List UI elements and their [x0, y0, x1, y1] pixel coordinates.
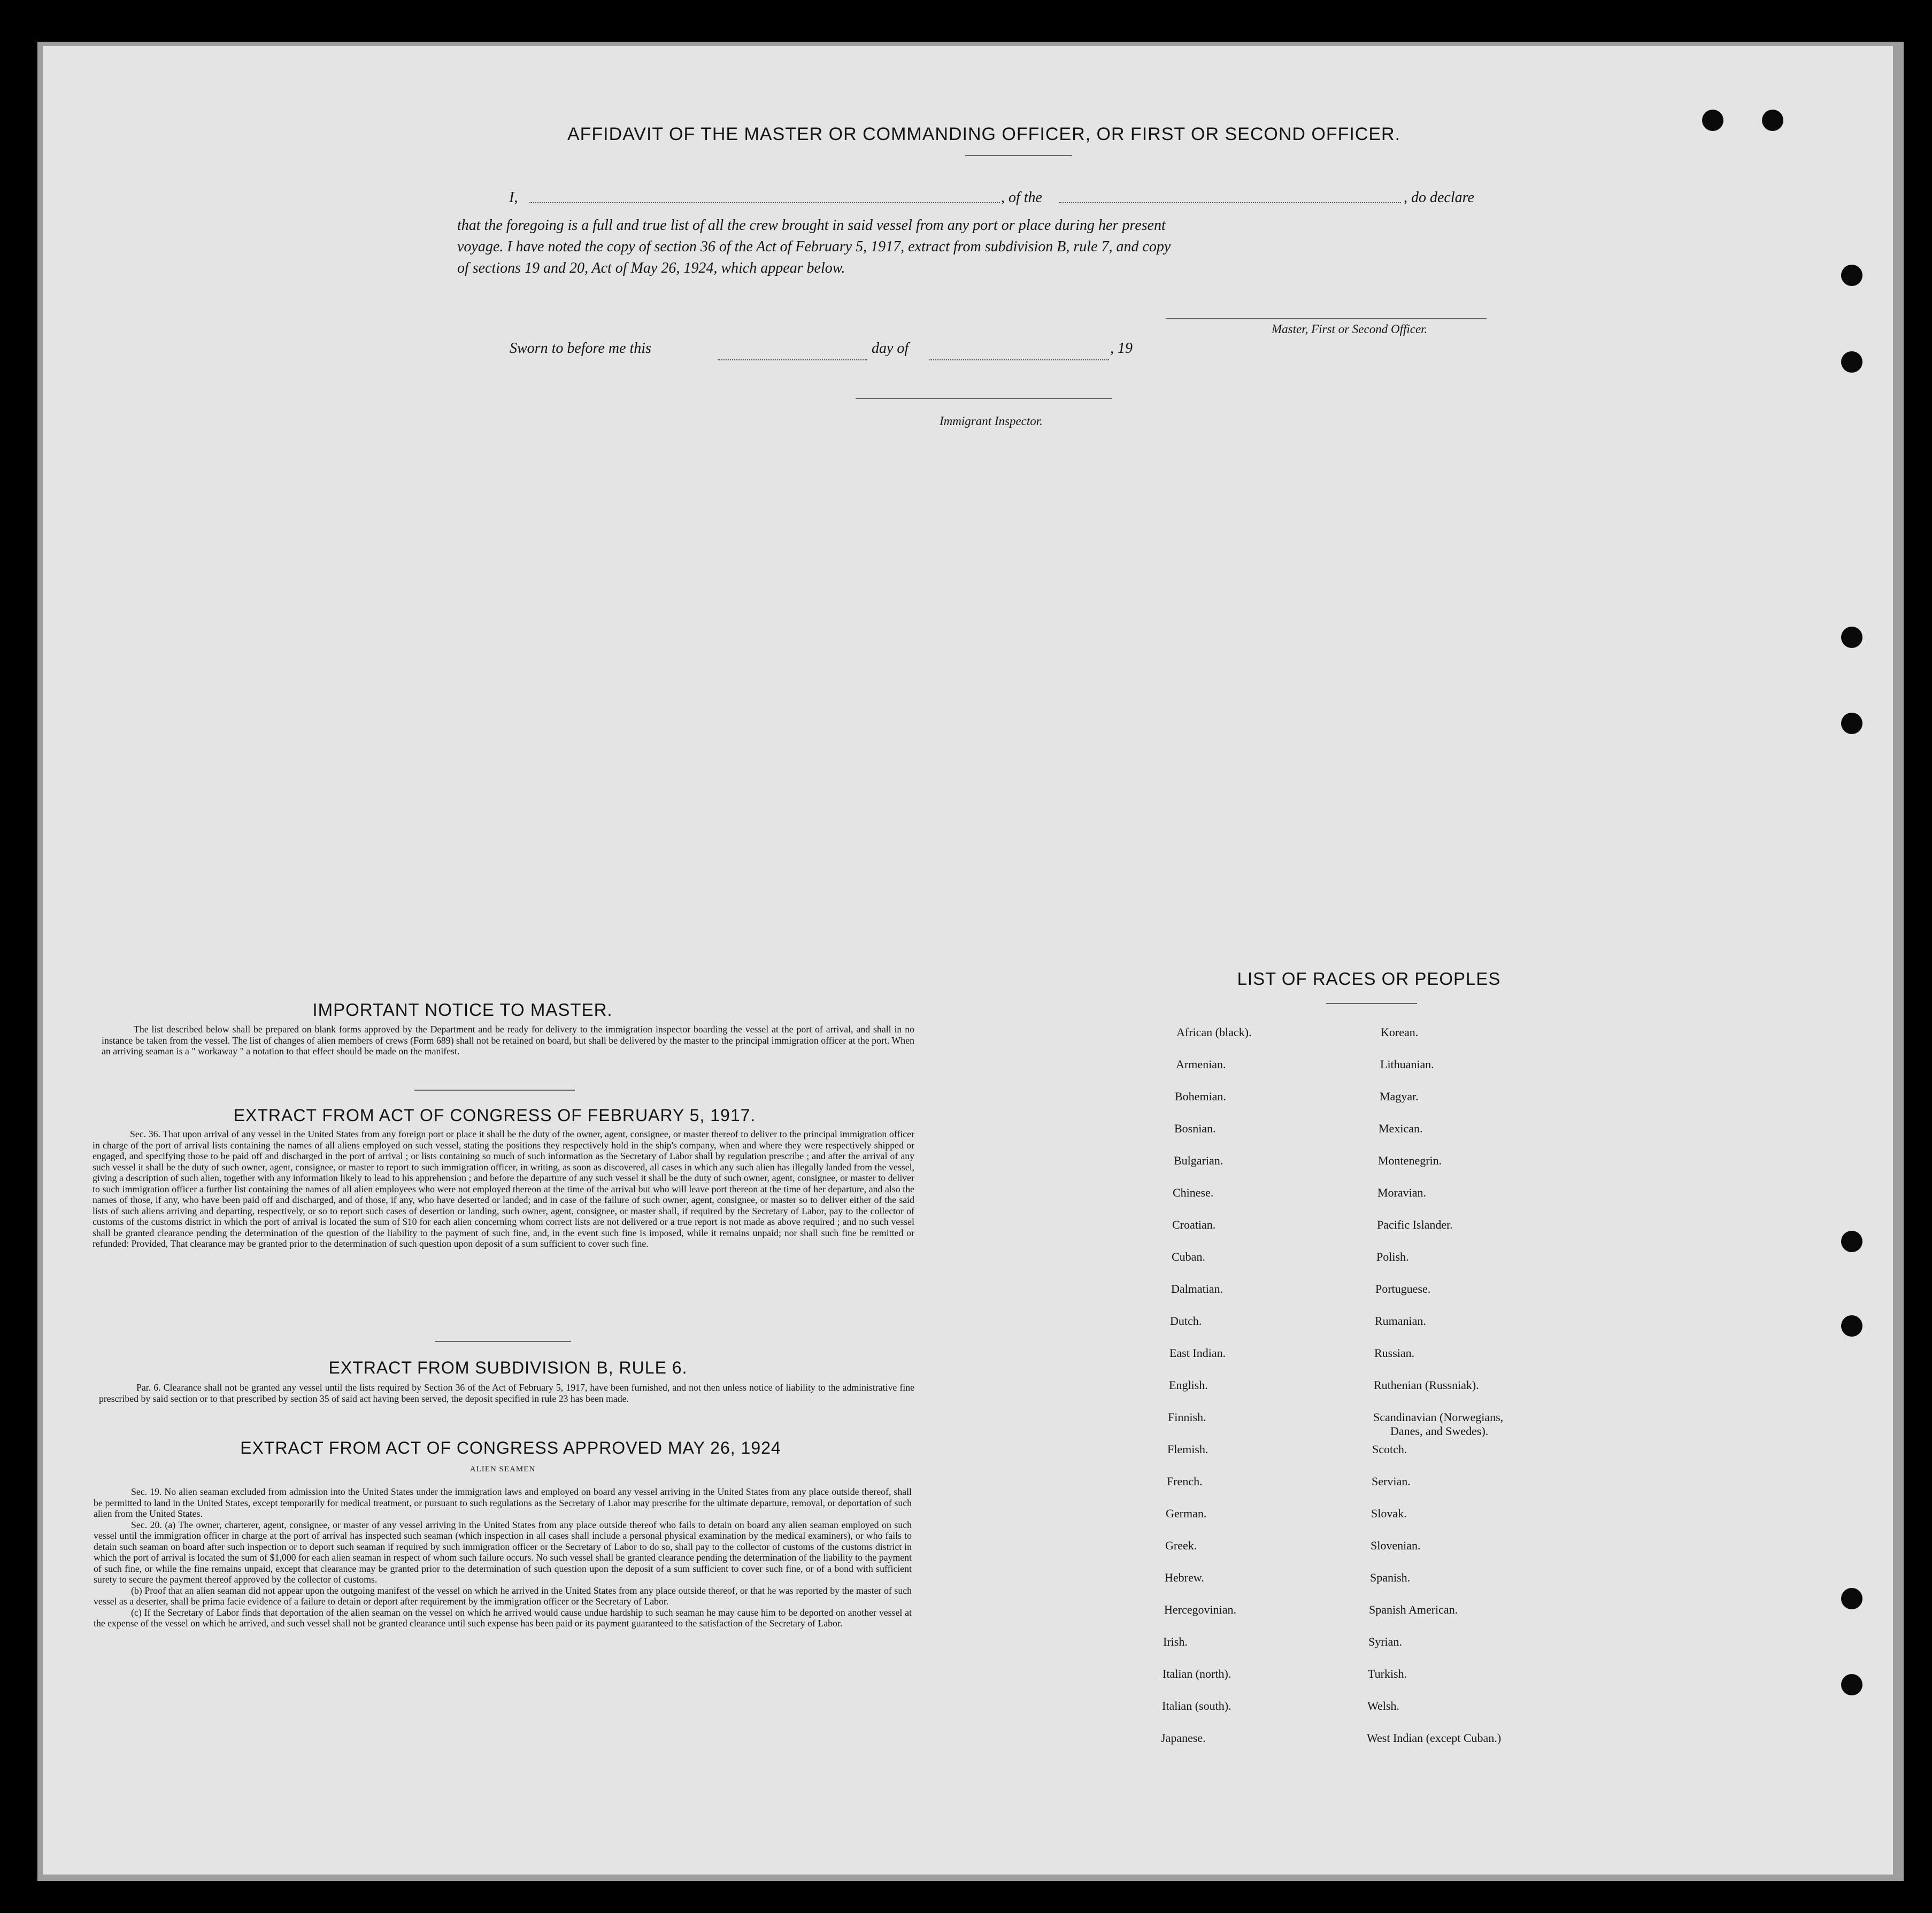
race-item: Rumanian. [1375, 1314, 1426, 1328]
race-item: German. [1166, 1507, 1207, 1520]
punch-hole [1841, 1588, 1862, 1609]
race-item: Italian (south). [1162, 1699, 1231, 1713]
affidavit-title: AFFIDAVIT OF THE MASTER OR COMMANDING OFFICER, OR FIRST OR SECOND OFFICER. [567, 124, 1401, 144]
extract-1924-body [94, 1486, 912, 1629]
race-item: Turkish. [1368, 1667, 1407, 1680]
sworn-day-line[interactable] [718, 359, 867, 360]
race-item: West Indian (except Cuban.) [1367, 1731, 1502, 1745]
race-item: Armenian. [1176, 1058, 1226, 1071]
race-item: Hercegovinian. [1164, 1603, 1236, 1616]
race-item: Mexican. [1379, 1122, 1423, 1135]
race-item: African (black). [1176, 1025, 1252, 1039]
affidavit-line-4: of sections 19 and 20, Act of May 26, 1924, which appear below. [457, 260, 845, 276]
race-item: Korean. [1381, 1025, 1419, 1039]
race-item: Scandinavian (Norwegians, [1373, 1410, 1504, 1424]
punch-hole [1841, 1315, 1862, 1337]
race-item-continuation: Danes, and Swedes). [1390, 1424, 1489, 1438]
race-item: Bulgarian. [1174, 1154, 1223, 1167]
race-item: Ruthenian (Russniak). [1374, 1378, 1479, 1392]
sworn-text: Sworn to before me this [510, 340, 651, 357]
race-item: Chinese. [1173, 1186, 1214, 1199]
extract-1917-body: Sec. 36. That upon arrival of any vessel in the United States from any foreign port or place it shall be the duty of the owner, agent, consignee, or master thereof to deliver to the principal immigration officer in charge of the port of arrival lists containing the names of all aliens employed on such vessel, stating the positions they respectively hold in the ship's company, when and where they were respectively shipped or engaged, and specifying those to be paid off and discharged in the port of arrival ; or lists containing so much of such information as the Secretary of Labor shall by regulation prescribe ; and after the arrival of any such vessel it shall be the duty of such owner, agent, consignee, or master to report to such immigration officer, in writing, as soon as discovered, all cases in which any such alien has illegally landed from the vessel, giving a description of such alien, together with any information likely to lead to his apprehension ; and before the departure of any such vessel it shall be the duty of such owner, agent, consignee, or master to deliver to such immigration officer a further list containing the names of all alien employees who were not employed thereon at the time of the arrival but who will leave port thereon at the time of her departure, and also the names of those, if any, who have been paid off and discharged, and of those, if any, who have deserted or landed; and in case of the failure of such owner, agent, consignee, or master so to deliver either of the said lists of such aliens arriving and departing, respectively, or so to report such cases of desertion or landing, such owner, agent, consignee, or master shall, if required by the Secretary of Labor, pay to the collector of customs of the customs district in which the port of arrival is located the sum of $10 for each alien concerning whom correct lists are not delivered or a true report is not made as above required ; and no such vessel shall be granted clearance pending the determination of the question of the liability to the payment of such fine, and, in the event such fine is imposed, while it remains unpaid; nor shall such fine be remitted or refunded: Provided, That clearance may be granted prior to the determination of such question upon deposit of a sum sufficient to cover such fine. [93, 1129, 914, 1249]
sworn-month-line[interactable] [929, 359, 1109, 360]
race-item: Croatian. [1172, 1218, 1216, 1231]
affidavit-do-declare: , do declare [1404, 189, 1474, 206]
race-item: Lithuanian. [1380, 1058, 1434, 1071]
affidavit-line-2: that the foregoing is a full and true list of all the crew brought in said vessel from any port or place during her present [457, 217, 1166, 234]
race-item: Slovenian. [1371, 1539, 1421, 1552]
extract-rule6-title: EXTRACT FROM SUBDIVISION B, RULE 6. [328, 1358, 688, 1377]
race-item: Pacific Islander. [1377, 1218, 1453, 1231]
signature-label: Master, First or Second Officer. [1272, 322, 1428, 336]
race-item: French. [1167, 1475, 1203, 1488]
extract-1917-title: EXTRACT FROM ACT OF CONGRESS OF FEBRUARY 5, 1917. [233, 1106, 756, 1125]
race-item: Flemish. [1167, 1443, 1209, 1456]
race-item: Russian. [1374, 1346, 1415, 1360]
race-item: Finnish. [1168, 1410, 1206, 1424]
race-item: Spanish American. [1369, 1603, 1458, 1616]
day-of-text: day of [872, 340, 909, 357]
punch-hole [1841, 351, 1862, 373]
race-item: Greek. [1165, 1539, 1197, 1552]
punch-hole [1841, 265, 1862, 286]
races-title: LIST OF RACES OR PEOPLES [1237, 969, 1501, 989]
race-item: Magyar. [1380, 1090, 1419, 1103]
notice-title: IMPORTANT NOTICE TO MASTER. [312, 1000, 613, 1020]
declarant-name-line[interactable] [529, 202, 1000, 203]
punch-hole [1702, 110, 1723, 131]
sec-19: Sec. 19. No alien seaman excluded from admission into the United States under the immigration laws and employed on board any vessel arriving in the United States from any place outside thereof, shall be permitted to land in the United States, except temporarily for medical treatment, or pursuant to such regulations as the Secretary of Labor may prescribe for the ultimate departure, removal, or deportation of such alien from the United States. [94, 1486, 912, 1519]
sec-20c: (c) If the Secretary of Labor finds that deportation of the alien seaman on the vessel on which he arrived would cause undue hardship to such seaman he may cause him to be deported on another vessel at the expense of the vessel on which he arrived, and such vessel shall not be granted clearance until such expense has been paid or its payment guaranteed to the satisfaction of the Secretary of Labor. [94, 1607, 912, 1629]
race-item: Syrian. [1368, 1635, 1402, 1648]
race-item: Dutch. [1170, 1314, 1202, 1328]
punch-hole [1841, 627, 1862, 648]
race-item: Spanish. [1370, 1571, 1411, 1584]
race-item: Portuguese. [1375, 1282, 1431, 1295]
race-item: Polish. [1376, 1250, 1409, 1263]
inspector-signature-line[interactable] [856, 398, 1112, 399]
race-item: Japanese. [1161, 1731, 1206, 1745]
year-text: , 19 [1110, 340, 1133, 357]
inspector-label: Immigrant Inspector. [940, 414, 1043, 428]
race-item: English. [1169, 1378, 1208, 1392]
sec-20a: Sec. 20. (a) The owner, charterer, agent, consignee, or master of any vessel arriving in the United States from any place outside thereof who fails to detain on board any alien seaman employed on such vessel until the immigration officer in charge at the port of arrival has inspected such seaman (which inspection in all cases shall include a personal physical examination by the medical examiners), or who fails to detain such seaman on board after such inspection or to deport such seaman if required by such immigration officer or the Secretary of Labor to do so, shall pay to the collector of customs of the customs district in which the port of arrival is located the sum of $1,000 for each alien seaman in respect of whom such failure occurs. No such vessel shall be granted clearance pending the determination of the liability to the payment of such fine, or while the fine remains unpaid, except that clearance may be granted prior to the determination of such question upon the deposit of a sum sufficient to cover such fine, or of a bond with sufficient surety to secure the payment thereof approved by the collector of customs. [94, 1519, 912, 1585]
race-item: Welsh. [1367, 1699, 1399, 1713]
vessel-name-line[interactable] [1059, 202, 1401, 203]
race-item: Moravian. [1377, 1186, 1427, 1199]
divider [414, 1090, 575, 1091]
race-item: Servian. [1372, 1475, 1411, 1488]
race-item: Cuban. [1172, 1250, 1205, 1263]
race-item: Bosnian. [1174, 1122, 1216, 1135]
race-item: Irish. [1163, 1635, 1188, 1648]
extract-1924-title: EXTRACT FROM ACT OF CONGRESS APPROVED MAY 26, 1924 [240, 1438, 781, 1457]
signature-line[interactable] [1166, 318, 1487, 319]
sec-20b: (b) Proof that an alien seaman did not appear upon the outgoing manifest of the vessel on which he arrived in the United States from any place outside thereof, or that he was reported by the master of such vessel as a deserter, shall be prima facie evidence of a failure to detain or deport after requirement by the immigration officer or the Secretary of Labor. [94, 1585, 912, 1607]
affidavit-of-the: , of the [1001, 189, 1042, 206]
race-item: Dalmatian. [1171, 1282, 1223, 1295]
punch-hole [1762, 110, 1783, 131]
race-item: Slovak. [1371, 1507, 1407, 1520]
divider [1326, 1003, 1417, 1004]
punch-hole [1841, 1231, 1862, 1252]
divider [435, 1341, 571, 1342]
race-item: Bohemian. [1175, 1090, 1226, 1103]
punch-hole [1841, 1674, 1862, 1695]
race-item: Montenegrin. [1378, 1154, 1442, 1167]
race-item: Hebrew. [1165, 1571, 1204, 1584]
affidavit-i: I, [509, 189, 518, 206]
affidavit-line-3: voyage. I have noted the copy of section 36 of the Act of February 5, 1917, extract from subdivision B, rule 7, and copy [457, 238, 1171, 255]
race-item: Scotch. [1372, 1443, 1407, 1456]
extract-rule6-body: Par. 6. Clearance shall not be granted any vessel until the lists required by Section 36 of the Act of February 5, 1917, have been furnished, and not then unless notice of liability to the administrative fine prescribed by said section or to that prescribed by section 35 of said act having been served, the deposit specified in rule 23 has been made. [99, 1382, 914, 1404]
punch-hole [1841, 713, 1862, 734]
notice-body: The list described below shall be prepared on blank forms approved by the Department and be ready for delivery to the immigration inspector boarding the vessel at the port of arrival, and shall in no instance be taken from the vessel. The list of changes of alien members of crews (Form 689) shall not be retained on board, but shall be delivered by the master to the principal immigration officer at the port. When an arriving seaman is a " workaway " a notation to that effect should be made on the manifest. [102, 1024, 914, 1056]
race-item: East Indian. [1169, 1346, 1226, 1360]
extract-1924-subtitle: ALIEN SEAMEN [469, 1465, 536, 1474]
race-item: Italian (north). [1163, 1667, 1231, 1680]
divider [965, 155, 1072, 156]
